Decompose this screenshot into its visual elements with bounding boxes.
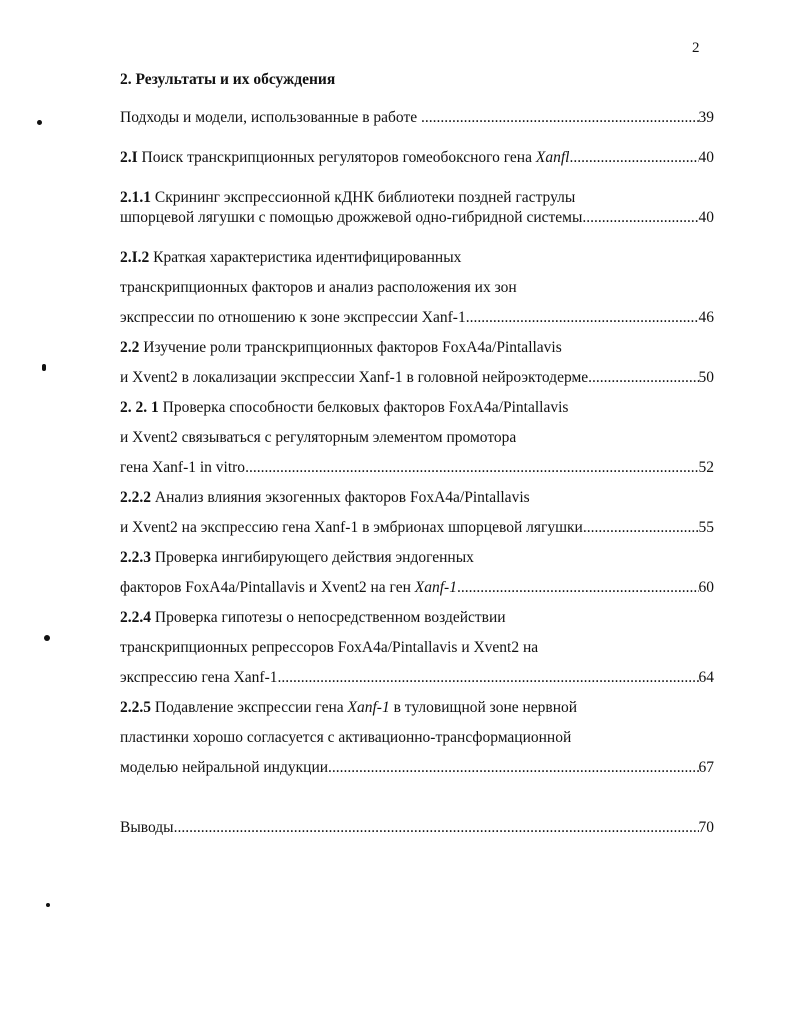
- toc-entry-text: моделью нейральной индукции .....: [120, 758, 699, 778]
- toc-page-number: 46: [698, 309, 714, 326]
- toc-page-number: 64: [698, 669, 714, 686]
- toc-page-number: 60: [698, 579, 714, 596]
- toc-entry-text: 2.I Поиск транскрипционных регуляторов гомеобоксного гена Xanfl .....: [120, 148, 699, 168]
- toc-entry-2-2-5-line3: [120, 758, 714, 778]
- toc-page-number: 40: [698, 149, 714, 166]
- toc-entry-2-1-2-line2: транскрипционных факторов и анализ расположения их зон: [120, 279, 517, 296]
- toc-page-number: 40: [698, 209, 714, 226]
- toc-entry-2-2-4-line2: транскрипционных репрессоров FoxA4a/Pintallavis и Xvent2 на: [120, 639, 539, 656]
- toc-entry-2-2-2-line1: 2.2.2 Анализ влияния экзогенных факторов FoxA4a/Pintallavis: [120, 489, 530, 506]
- toc-entry-2-1: [120, 148, 714, 168]
- toc-entry-2-2-line2: [120, 368, 714, 388]
- toc-page-number: 70: [698, 819, 714, 836]
- scan-speck: [44, 635, 50, 641]
- toc-entry-2-1-1-line2: [120, 208, 714, 228]
- toc-entry-text: Подходы и модели, использованные в работе .....: [120, 108, 699, 128]
- toc-entry-conclusions: [120, 818, 714, 838]
- toc-entry-2-2-3-line2: [120, 578, 714, 598]
- toc-entry-2-2-5-line1: 2.2.5 Подавление экспрессии гена Xanf-1 в туловищной зоне нервной: [120, 699, 578, 716]
- toc-entry-2-2-1-line2: и Xvent2 связываться с регуляторным элементом промотора: [120, 429, 517, 446]
- toc-entry-approaches: [120, 108, 714, 128]
- toc-entry-text: факторов FoxA4a/Pintallavis и Xvent2 на ген Xanf-1 .....: [120, 578, 699, 598]
- toc-page-number: 39: [698, 109, 714, 126]
- toc-entry-2-1-2-line3: [120, 308, 714, 328]
- toc-entry-2-2-3-line1: 2.2.3 Проверка ингибирующего действия эндогенных: [120, 549, 474, 566]
- toc-entry-text: и Xvent2 в локализации экспрессии Xanf-1 в головной нейроэктодерме .....: [120, 368, 699, 388]
- section-heading: [120, 70, 335, 90]
- toc-entry-2-2-4-line1: 2.2.4 Проверка гипотезы о непосредственном воздействии: [120, 609, 506, 626]
- toc-entry-2-2-1-line1: 2. 2. 1 Проверка способности белковых факторов FoxA4a/Pintallavis: [120, 399, 569, 416]
- scan-speck: [37, 120, 42, 125]
- toc-entry-2-2-1-line3: [120, 458, 714, 478]
- toc-entry-2-2-5-line2: пластинки хорошо согласуется с активационно-трансформационной: [120, 729, 572, 746]
- toc-entry-2-1-1-line1: 2.1.1 Скрининг экспрессионной кДНК библиотеки поздней гаструлы: [120, 189, 576, 206]
- toc-entry-text: шпорцевой лягушки с помощью дрожжевой одно-гибридной системы .....: [120, 208, 699, 228]
- scan-speck: [46, 903, 50, 907]
- toc-entry-text: экспрессию гена Xanf-1 .....: [120, 668, 699, 688]
- toc-page-number: 67: [698, 759, 714, 776]
- toc-entry-text: экспрессии по отношению к зоне экспрессии Xanf-1 .....: [120, 308, 699, 328]
- toc-entry-2-1-2-line1: 2.I.2 Краткая характеристика идентифицированных: [120, 249, 462, 266]
- toc-page-number: 50: [698, 369, 714, 386]
- toc-entry-2-2-2-line2: [120, 518, 714, 538]
- section-heading-text: 2. Результаты и их обсуждения: [120, 71, 336, 88]
- toc-entry-text: Выводы .....: [120, 818, 699, 838]
- page-number: 2: [692, 40, 700, 56]
- toc-page-number: 52: [698, 459, 714, 476]
- toc-entry-text: и Xvent2 на экспрессию гена Xanf-1 в эмбрионах шпорцевой лягушки .....: [120, 518, 699, 538]
- toc-entry-text: гена Xanf-1 in vitro .....: [120, 458, 699, 478]
- toc-entry-2-2-line1: 2.2 Изучение роли транскрипционных факторов FoxA4a/Pintallavis: [120, 339, 562, 356]
- toc-entry-2-2-4-line3: [120, 668, 714, 688]
- toc-page-number: 55: [698, 519, 714, 536]
- scan-speck: [42, 364, 46, 371]
